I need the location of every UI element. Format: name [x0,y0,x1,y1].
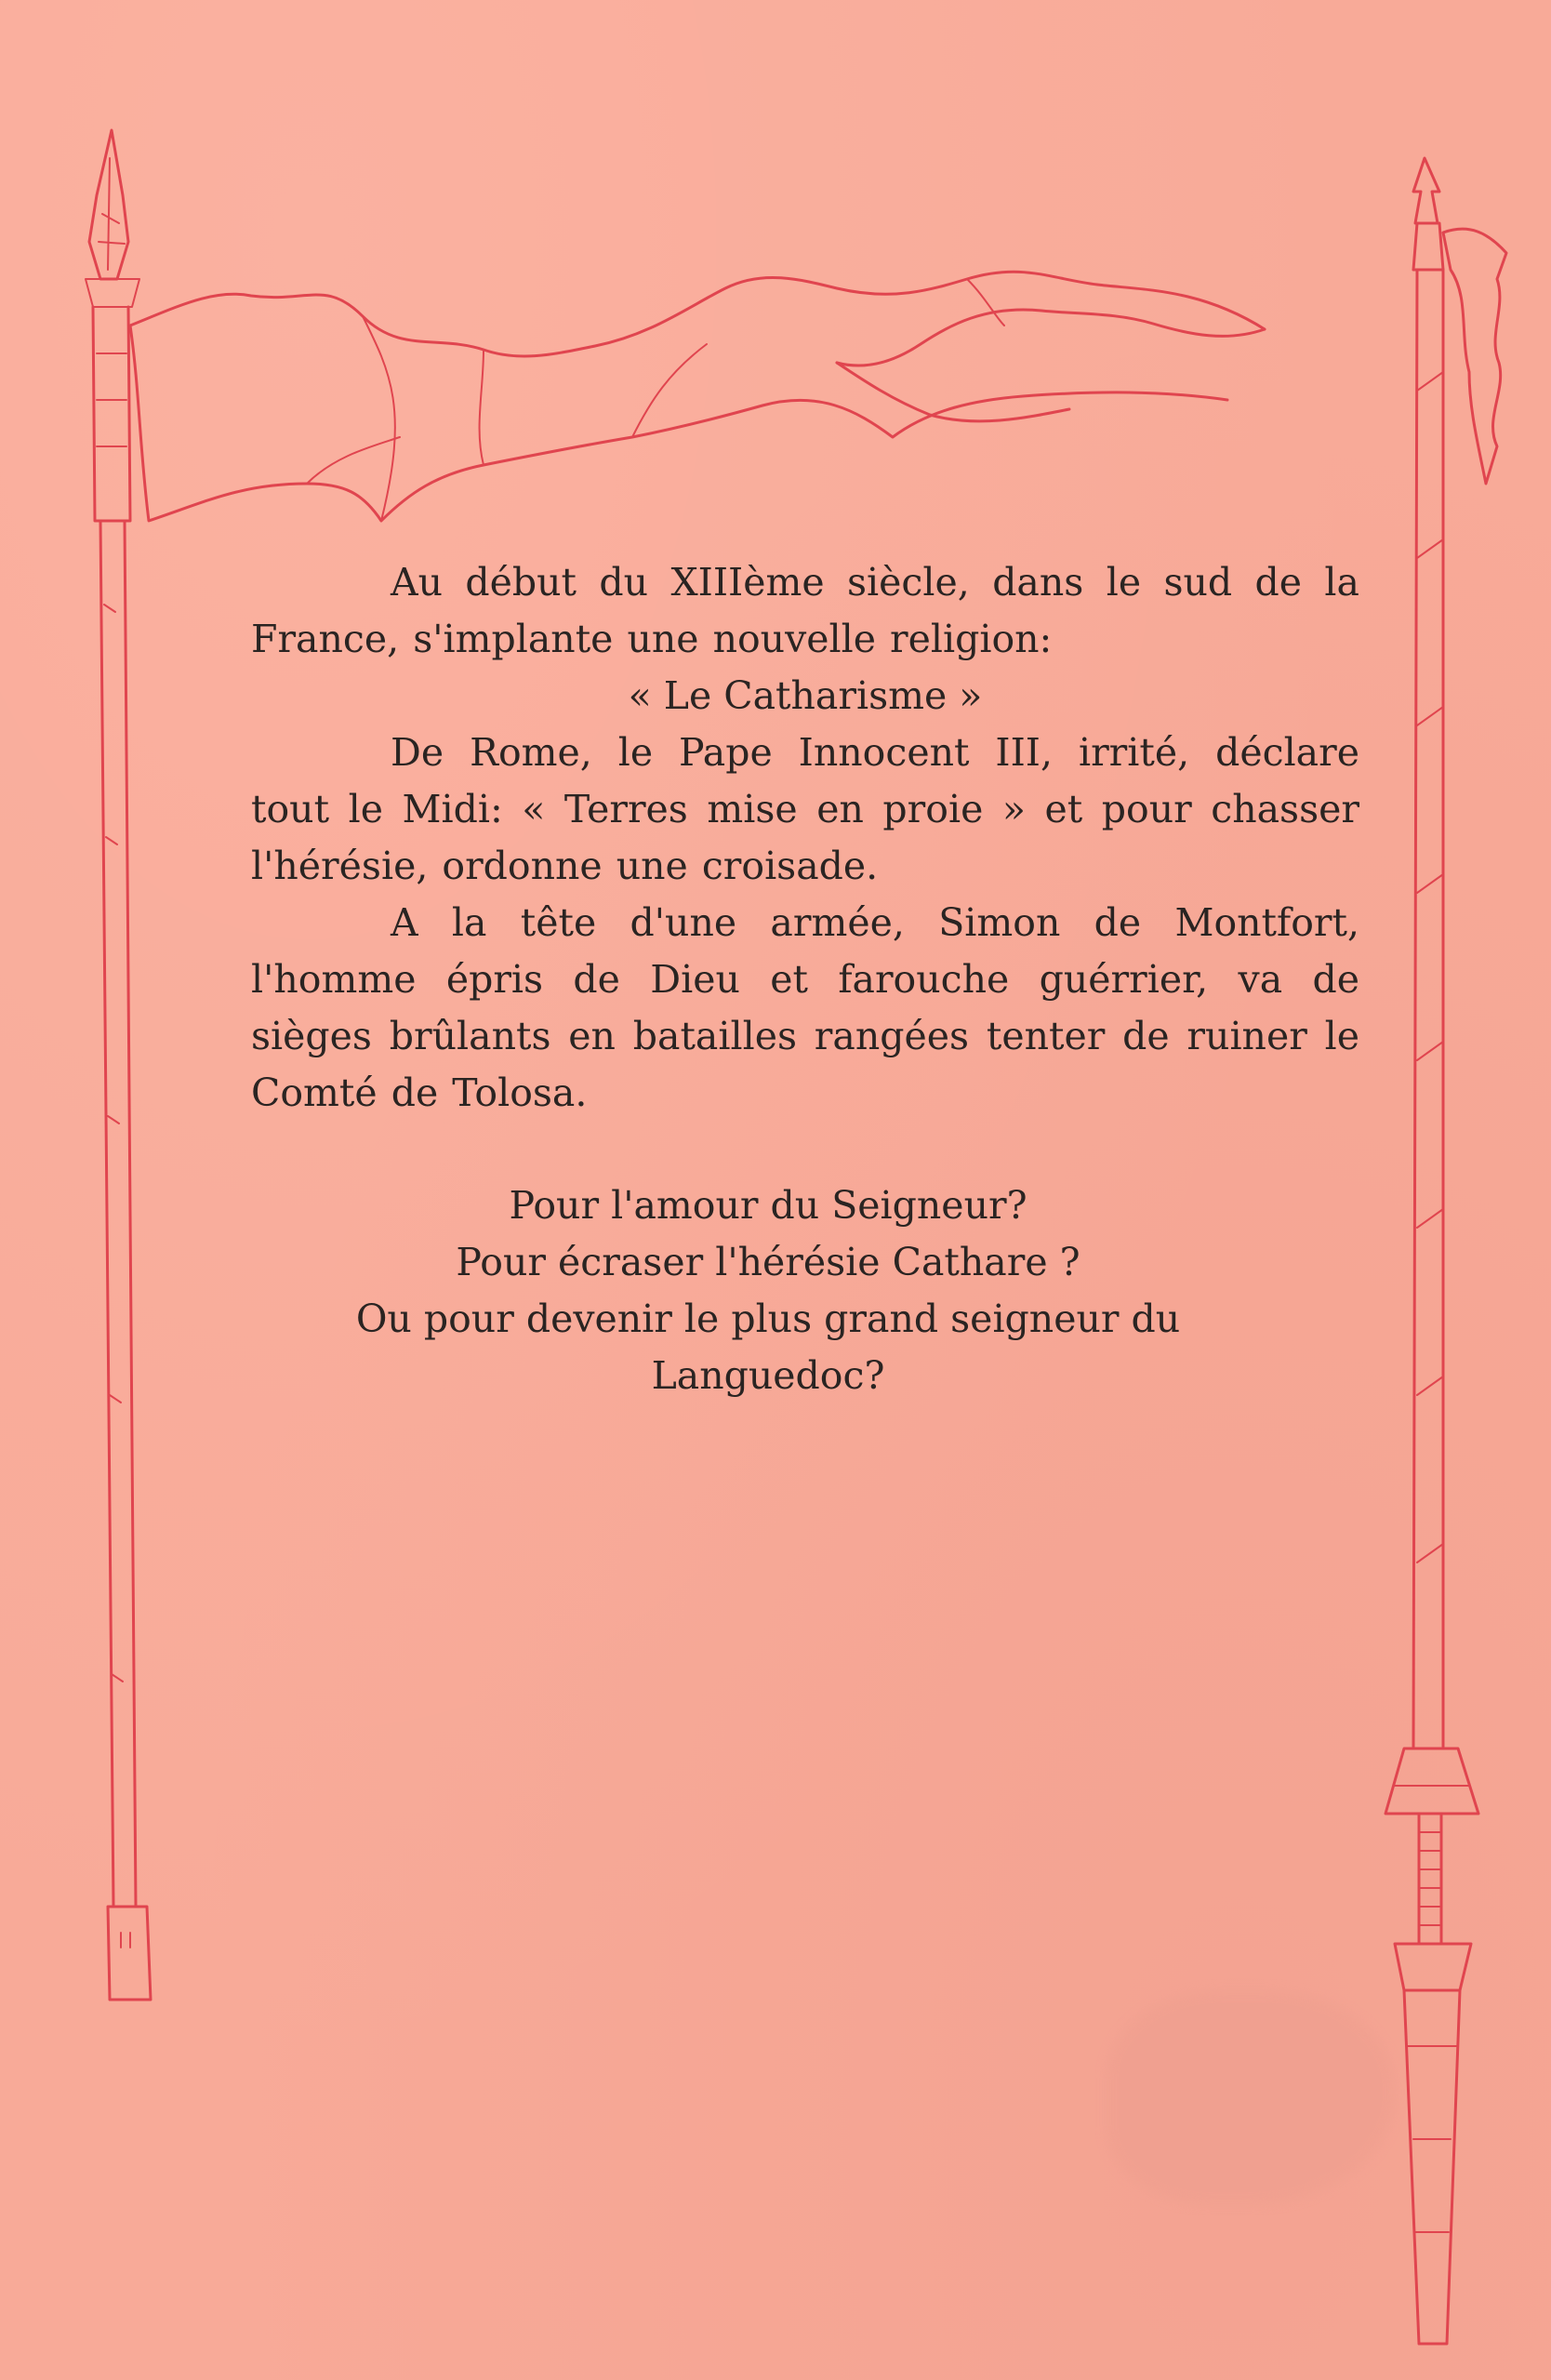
lance-pennant-icon [1385,158,1506,2344]
intro-text [251,554,1359,1122]
question-line: Pour l'amour du Seigneur? [509,1183,1027,1228]
questions-block [251,1177,1285,1404]
question-line: Pour écraser l'hérésie Cathare ? [456,1240,1080,1284]
intro-paragraph-2: De Rome, le Pape Innocent III, irrité, déclare tout le Midi: « Terres mise en proie » et pour chasser l'hérésie, ordonne une croisade. [251,730,1359,888]
question-line: Ou pour devenir le plus grand seigneur du [355,1296,1181,1341]
question-line: Languedoc? [651,1353,885,1398]
intro-paragraph-1: Au début du XIIIème siècle, dans le sud de la France, s'implante une nouvelle religion: [251,560,1359,661]
intro-paragraph-3: A la tête d'une armée, Simon de Montfort, l'homme épris de Dieu et farouche guérrier, va de sièges brûlants en batailles rangées tenter de ruiner le Comté de Tolosa. [251,900,1359,1115]
intro-title-catharisme: « Le Catharisme » [628,673,983,718]
stain-patch [1107,1990,1395,2204]
